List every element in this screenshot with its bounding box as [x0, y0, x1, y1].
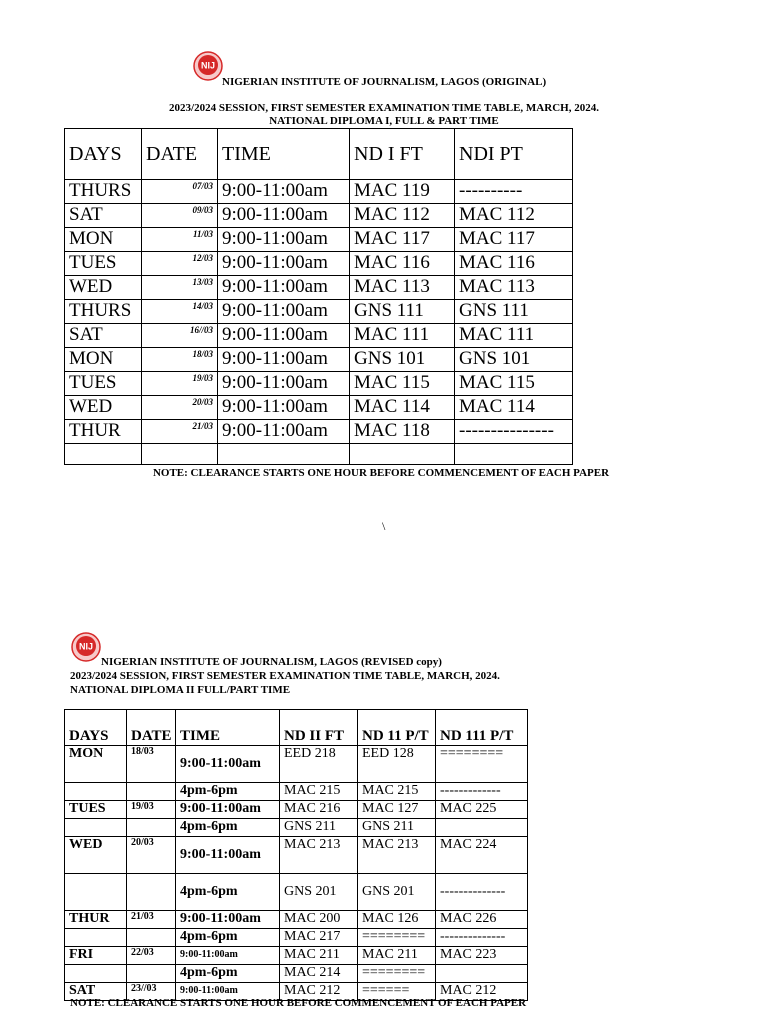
nd2-ft-cell: MAC 213: [280, 837, 358, 874]
header-nd1-pt: NDI PT: [455, 129, 573, 180]
empty-cell: [455, 444, 573, 465]
nd1-pt-cell: GNS 111: [455, 300, 573, 324]
nd1-pt-cell: ----------: [455, 180, 573, 204]
table-row: [65, 180, 573, 204]
table-row: [65, 819, 528, 837]
empty-cell: [142, 444, 218, 465]
header-days: DAYS: [65, 710, 127, 746]
table-row: [65, 348, 573, 372]
nd2-pt-cell: ========: [358, 929, 436, 947]
date-cell: 19/03: [142, 372, 218, 396]
day-cell: SAT: [65, 204, 142, 228]
day-cell: THURS: [65, 180, 142, 204]
date-cell: [127, 965, 176, 983]
header-date: DATE: [142, 129, 218, 180]
section2-title: NIGERIAN INSTITUTE OF JOURNALISM, LAGOS (REVISED copy): [101, 656, 442, 668]
header-date: DATE: [127, 710, 176, 746]
nd3-pt-cell: MAC 223: [436, 947, 528, 965]
day-cell: TUES: [65, 801, 127, 819]
table-row: [65, 783, 528, 801]
date-cell: 20/03: [127, 837, 176, 874]
section1-note: NOTE: CLEARANCE STARTS ONE HOUR BEFORE COMMENCEMENT OF EACH PAPER: [152, 467, 610, 479]
nd1-ft-cell: MAC 114: [350, 396, 455, 420]
time-cell: 9:00-11:00am: [176, 911, 280, 929]
date-cell: [127, 874, 176, 911]
nd2-pt-cell: GNS 201: [358, 874, 436, 911]
day-cell: TUES: [65, 372, 142, 396]
nd1-ft-cell: MAC 115: [350, 372, 455, 396]
nd2-pt-cell: MAC 213: [358, 837, 436, 874]
section1-subtitle-1: 2023/2024 SESSION, FIRST SEMESTER EXAMINATION TIME TABLE, MARCH, 2024.: [169, 102, 599, 114]
header-nd1-ft: ND I FT: [350, 129, 455, 180]
day-cell: THURS: [65, 300, 142, 324]
nd3-pt-cell: --------------: [436, 929, 528, 947]
time-cell: 9:00-11:00am: [176, 837, 280, 874]
nd3-pt-cell: [436, 819, 528, 837]
nd1-pt-cell: GNS 101: [455, 348, 573, 372]
time-cell: 9:00-11:00am: [218, 324, 350, 348]
time-cell: 9:00-11:00am: [218, 228, 350, 252]
nd1-ft-cell: GNS 101: [350, 348, 455, 372]
date-cell: 07/03: [142, 180, 218, 204]
nd2-pt-cell: MAC 211: [358, 947, 436, 965]
section2-subtitle-2: NATIONAL DIPLOMA II FULL/PART TIME: [70, 684, 291, 696]
nd2-ft-cell: MAC 200: [280, 911, 358, 929]
nd1-pt-cell: MAC 115: [455, 372, 573, 396]
time-cell: 9:00-11:00am: [218, 300, 350, 324]
date-cell: 12/03: [142, 252, 218, 276]
table-row: [65, 929, 528, 947]
time-cell: 9:00-11:00am: [176, 983, 280, 1001]
nd1-timetable: [64, 128, 573, 465]
nd2-ft-cell: MAC 214: [280, 965, 358, 983]
nd1-ft-cell: MAC 116: [350, 252, 455, 276]
time-cell: 9:00-11:00am: [218, 276, 350, 300]
empty-row: [65, 444, 573, 465]
header-nd3-pt: ND 111 P/T: [436, 710, 528, 746]
date-cell: [127, 783, 176, 801]
table-row: [65, 204, 573, 228]
day-cell: WED: [65, 276, 142, 300]
table-row: [65, 252, 573, 276]
date-cell: 23//03: [127, 983, 176, 1001]
nd3-pt-cell: MAC 212: [436, 983, 528, 1001]
day-cell: SAT: [65, 324, 142, 348]
table-row: [65, 837, 528, 874]
empty-cell: [350, 444, 455, 465]
nd1-ft-cell: MAC 118: [350, 420, 455, 444]
nd2-pt-cell: ======: [358, 983, 436, 1001]
date-cell: [127, 819, 176, 837]
nd2-ft-cell: MAC 215: [280, 783, 358, 801]
time-cell: 4pm-6pm: [176, 929, 280, 947]
table-header-row: [65, 129, 573, 180]
nd2-ft-cell: GNS 211: [280, 819, 358, 837]
time-cell: 4pm-6pm: [176, 783, 280, 801]
time-cell: 4pm-6pm: [176, 874, 280, 911]
nd2-pt-cell: MAC 126: [358, 911, 436, 929]
time-cell: 9:00-11:00am: [218, 252, 350, 276]
nd1-ft-cell: MAC 119: [350, 180, 455, 204]
date-cell: 18/03: [142, 348, 218, 372]
time-cell: 9:00-11:00am: [176, 801, 280, 819]
table-row: [65, 372, 573, 396]
nd1-ft-cell: MAC 111: [350, 324, 455, 348]
date-cell: [127, 929, 176, 947]
day-cell: [65, 965, 127, 983]
time-cell: 9:00-11:00am: [218, 180, 350, 204]
nd1-pt-cell: MAC 112: [455, 204, 573, 228]
table-row: [65, 300, 573, 324]
day-cell: FRI: [65, 947, 127, 965]
table-row: [65, 911, 528, 929]
nd2-pt-cell: MAC 215: [358, 783, 436, 801]
time-cell: 9:00-11:00am: [218, 420, 350, 444]
stray-mark: \: [382, 519, 386, 533]
date-cell: 19/03: [127, 801, 176, 819]
date-cell: 18/03: [127, 746, 176, 783]
table-row: [65, 965, 528, 983]
date-cell: 21/03: [127, 911, 176, 929]
date-cell: 20/03: [142, 396, 218, 420]
date-cell: 11/03: [142, 228, 218, 252]
day-cell: [65, 874, 127, 911]
table-header-row: [65, 710, 528, 746]
day-cell: MON: [65, 228, 142, 252]
day-cell: WED: [65, 837, 127, 874]
header-nd2-pt: ND 11 P/T: [358, 710, 436, 746]
date-cell: 13/03: [142, 276, 218, 300]
nij-logo-icon: [193, 51, 223, 81]
nd3-pt-cell: [436, 965, 528, 983]
nd2-ft-cell: MAC 211: [280, 947, 358, 965]
nd3-pt-cell: --------------: [436, 874, 528, 911]
header-time: TIME: [176, 710, 280, 746]
date-cell: 16//03: [142, 324, 218, 348]
nd2-ft-cell: MAC 216: [280, 801, 358, 819]
day-cell: SAT: [65, 983, 127, 1001]
nd3-pt-cell: -------------: [436, 783, 528, 801]
day-cell: WED: [65, 396, 142, 420]
nd3-pt-cell: MAC 224: [436, 837, 528, 874]
header-time: TIME: [218, 129, 350, 180]
nd3-pt-cell: MAC 225: [436, 801, 528, 819]
empty-cell: [218, 444, 350, 465]
logo-text: NIJ: [78, 641, 94, 652]
day-cell: [65, 819, 127, 837]
time-cell: 4pm-6pm: [176, 965, 280, 983]
empty-cell: [65, 444, 142, 465]
nd2-ft-cell: MAC 212: [280, 983, 358, 1001]
table-row: [65, 276, 573, 300]
time-cell: 4pm-6pm: [176, 819, 280, 837]
nd2-pt-cell: MAC 127: [358, 801, 436, 819]
table-row: [65, 324, 573, 348]
table-row: [65, 801, 528, 819]
table-row: [65, 396, 573, 420]
nd1-pt-cell: MAC 116: [455, 252, 573, 276]
nd2-ft-cell: GNS 201: [280, 874, 358, 911]
date-cell: 21/03: [142, 420, 218, 444]
day-cell: MON: [65, 746, 127, 783]
header-days: DAYS: [65, 129, 142, 180]
nd3-pt-cell: MAC 226: [436, 911, 528, 929]
header-nd2-ft: ND II FT: [280, 710, 358, 746]
nd3-pt-cell: ========: [436, 746, 528, 783]
day-cell: [65, 783, 127, 801]
day-cell: THUR: [65, 911, 127, 929]
nd1-pt-cell: MAC 111: [455, 324, 573, 348]
nd1-ft-cell: MAC 117: [350, 228, 455, 252]
nd1-pt-cell: MAC 113: [455, 276, 573, 300]
nd1-pt-cell: ---------------: [455, 420, 573, 444]
nd2-timetable: [64, 709, 528, 1001]
section1-title: NIGERIAN INSTITUTE OF JOURNALISM, LAGOS (ORIGINAL): [222, 76, 547, 88]
section2-subtitle-1: 2023/2024 SESSION, FIRST SEMESTER EXAMINATION TIME TABLE, MARCH, 2024.: [70, 670, 500, 682]
day-cell: [65, 929, 127, 947]
date-cell: 09/03: [142, 204, 218, 228]
nd1-ft-cell: MAC 113: [350, 276, 455, 300]
section1-subtitle-2: NATIONAL DIPLOMA I, FULL & PART TIME: [269, 115, 499, 127]
section2-note: NOTE: CLEARANCE STARTS ONE HOUR BEFORE COMMENCEMENT OF EACH PAPER: [70, 997, 527, 1009]
table-row: [65, 746, 528, 783]
day-cell: THUR: [65, 420, 142, 444]
day-cell: TUES: [65, 252, 142, 276]
day-cell: MON: [65, 348, 142, 372]
nd1-pt-cell: MAC 117: [455, 228, 573, 252]
nij-logo-icon: [71, 632, 101, 662]
time-cell: 9:00-11:00am: [218, 348, 350, 372]
nd2-ft-cell: MAC 217: [280, 929, 358, 947]
time-cell: 9:00-11:00am: [218, 396, 350, 420]
table-row: [65, 228, 573, 252]
nd1-pt-cell: MAC 114: [455, 396, 573, 420]
nd2-pt-cell: GNS 211: [358, 819, 436, 837]
time-cell: 9:00-11:00am: [176, 947, 280, 965]
nd1-ft-cell: MAC 112: [350, 204, 455, 228]
date-cell: 14/03: [142, 300, 218, 324]
table-row: [65, 420, 573, 444]
time-cell: 9:00-11:00am: [218, 204, 350, 228]
nd2-ft-cell: EED 218: [280, 746, 358, 783]
nd2-pt-cell: EED 128: [358, 746, 436, 783]
date-cell: 22/03: [127, 947, 176, 965]
nd1-ft-cell: GNS 111: [350, 300, 455, 324]
time-cell: 9:00-11:00am: [218, 372, 350, 396]
table-row: [65, 874, 528, 911]
time-cell: 9:00-11:00am: [176, 746, 280, 783]
table-row: [65, 947, 528, 965]
nd2-pt-cell: ========: [358, 965, 436, 983]
logo-text: NIJ: [200, 60, 216, 71]
